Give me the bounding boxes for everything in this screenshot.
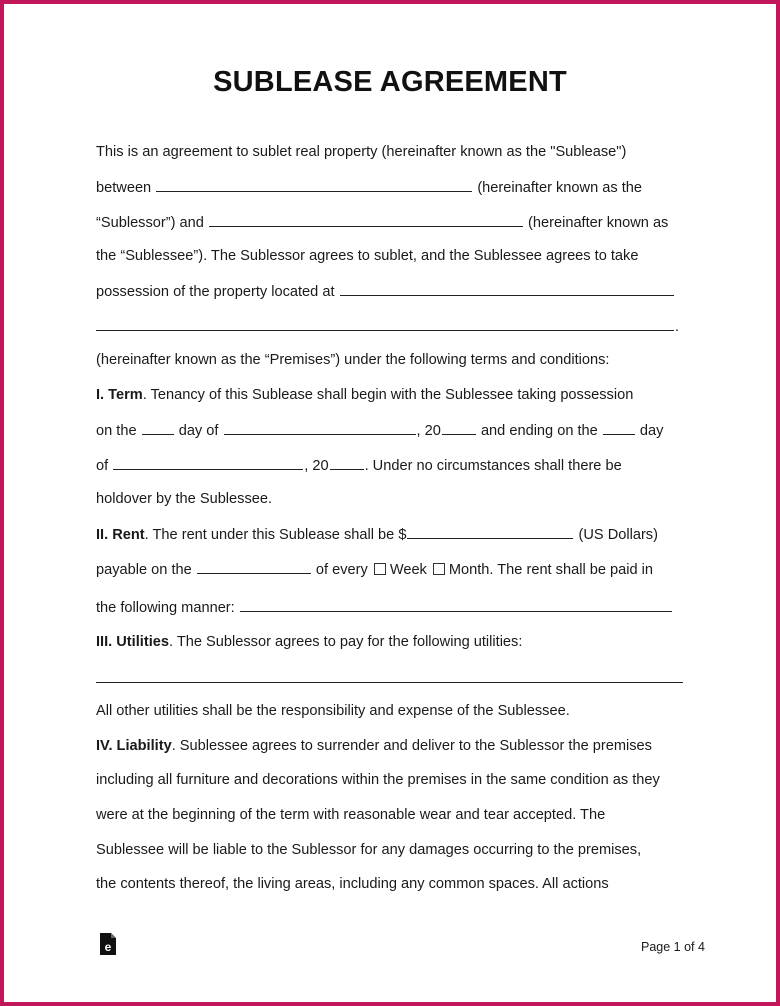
- intro-line-6: [96, 317, 679, 336]
- start-year-blank[interactable]: [442, 421, 476, 435]
- liability-heading: IV. Liability: [96, 738, 172, 754]
- term-text: and ending on the: [480, 423, 598, 439]
- liability-text: were at the beginning of the term with reasonable wear and tear accepted. The: [96, 807, 606, 823]
- intro-line-5: [96, 282, 675, 301]
- intro-text: the “Sublessee”). The Sublessor agrees to sublet, and the Sublessee agrees to take: [96, 248, 639, 264]
- term-text: holdover by the Sublessee.: [96, 491, 273, 507]
- week-label: Week: [389, 562, 427, 578]
- liability-line-5: [96, 875, 609, 893]
- week-checkbox[interactable]: [374, 563, 386, 575]
- term-text: , 20: [304, 458, 329, 474]
- liability-line-4: [96, 841, 641, 859]
- term-text: day of: [178, 423, 219, 439]
- utilities-list-blank[interactable]: [96, 681, 683, 683]
- rent-heading: II. Rent: [96, 527, 145, 543]
- rent-due-day-blank[interactable]: [197, 560, 311, 574]
- term-text: , 20: [416, 423, 441, 439]
- intro-text: between: [96, 180, 152, 196]
- intro-text: “Sublessor”) and: [96, 215, 204, 231]
- logo-letter: e: [104, 940, 112, 954]
- term-text: . Under no circumstances shall there be: [364, 458, 622, 474]
- intro-line-1: [96, 143, 626, 161]
- month-checkbox[interactable]: [433, 563, 445, 575]
- rent-text: (US Dollars): [578, 527, 658, 543]
- intro-text: (hereinafter known as: [528, 215, 669, 231]
- liability-line-1: [96, 737, 652, 755]
- utilities-line-3: [96, 702, 570, 720]
- intro-line-4: [96, 247, 638, 265]
- document-title: SUBLEASE AGREEMENT: [213, 66, 567, 98]
- liability-text: Sublessee will be liable to the Sublessor for any damages occurring to the premises,: [96, 842, 642, 858]
- liability-line-3: [96, 806, 605, 824]
- start-month-blank[interactable]: [224, 421, 416, 435]
- term-line-4: [96, 490, 272, 508]
- end-day-blank[interactable]: [603, 421, 635, 435]
- rent-text: of every: [315, 562, 368, 578]
- utilities-line-1: [96, 633, 522, 651]
- end-month-blank[interactable]: [113, 456, 303, 470]
- intro-text: This is an agreement to sublet real property (hereinafter known as the "Sublease"): [96, 144, 627, 160]
- property-address-blank-2[interactable]: [96, 317, 674, 331]
- sublessee-name-blank[interactable]: [209, 213, 523, 227]
- rent-text: payable on the: [96, 562, 192, 578]
- term-line-2: [96, 421, 663, 440]
- rent-amount-blank[interactable]: [407, 525, 573, 539]
- utilities-text: . The Sublessor agrees to pay for the following utilities:: [168, 634, 523, 650]
- payment-manner-blank[interactable]: [240, 598, 672, 612]
- rent-line-3: [96, 598, 673, 617]
- month-label: Month. The rent shall be paid in: [448, 562, 654, 578]
- intro-text: possession of the property located at: [96, 284, 335, 300]
- end-year-blank[interactable]: [330, 456, 364, 470]
- rent-line-1: [96, 525, 658, 544]
- liability-line-2: [96, 771, 660, 789]
- term-text: day: [639, 423, 664, 439]
- intro-text: .: [675, 319, 680, 335]
- term-text: . Tenancy of this Sublease shall begin with the Sublessee taking possession: [142, 387, 634, 403]
- eforms-logo-icon: [99, 932, 117, 956]
- term-heading: I. Term: [96, 387, 143, 403]
- intro-line-7: [96, 351, 609, 369]
- page-number: Page 1 of 4: [641, 940, 705, 954]
- property-address-blank[interactable]: [340, 282, 674, 296]
- intro-line-2: [96, 178, 642, 197]
- term-line-1: [96, 386, 633, 404]
- liability-text: including all furniture and decorations within the premises in the same condition as they: [96, 772, 660, 788]
- rent-text: . The rent under this Sublease shall be $: [144, 527, 407, 543]
- term-line-3: [96, 456, 622, 475]
- intro-text: (hereinafter known as the: [477, 180, 642, 196]
- term-text: on the: [96, 423, 137, 439]
- rent-line-2: [96, 560, 653, 579]
- liability-text: the contents thereof, the living areas, including any common spaces. All actions: [96, 876, 609, 892]
- intro-text: (hereinafter known as the “Premises”) under the following terms and conditions:: [96, 352, 610, 368]
- term-text: of: [96, 458, 109, 474]
- liability-text: . Sublessee agrees to surrender and deliver to the Sublessor the premises: [171, 738, 652, 754]
- rent-text: the following manner:: [96, 600, 235, 616]
- sublessor-name-blank[interactable]: [156, 178, 472, 192]
- utilities-heading: III. Utilities: [96, 634, 169, 650]
- utilities-text: All other utilities shall be the responsibility and expense of the Sublessee.: [96, 703, 570, 719]
- intro-line-3: [96, 213, 668, 232]
- start-day-blank[interactable]: [142, 421, 174, 435]
